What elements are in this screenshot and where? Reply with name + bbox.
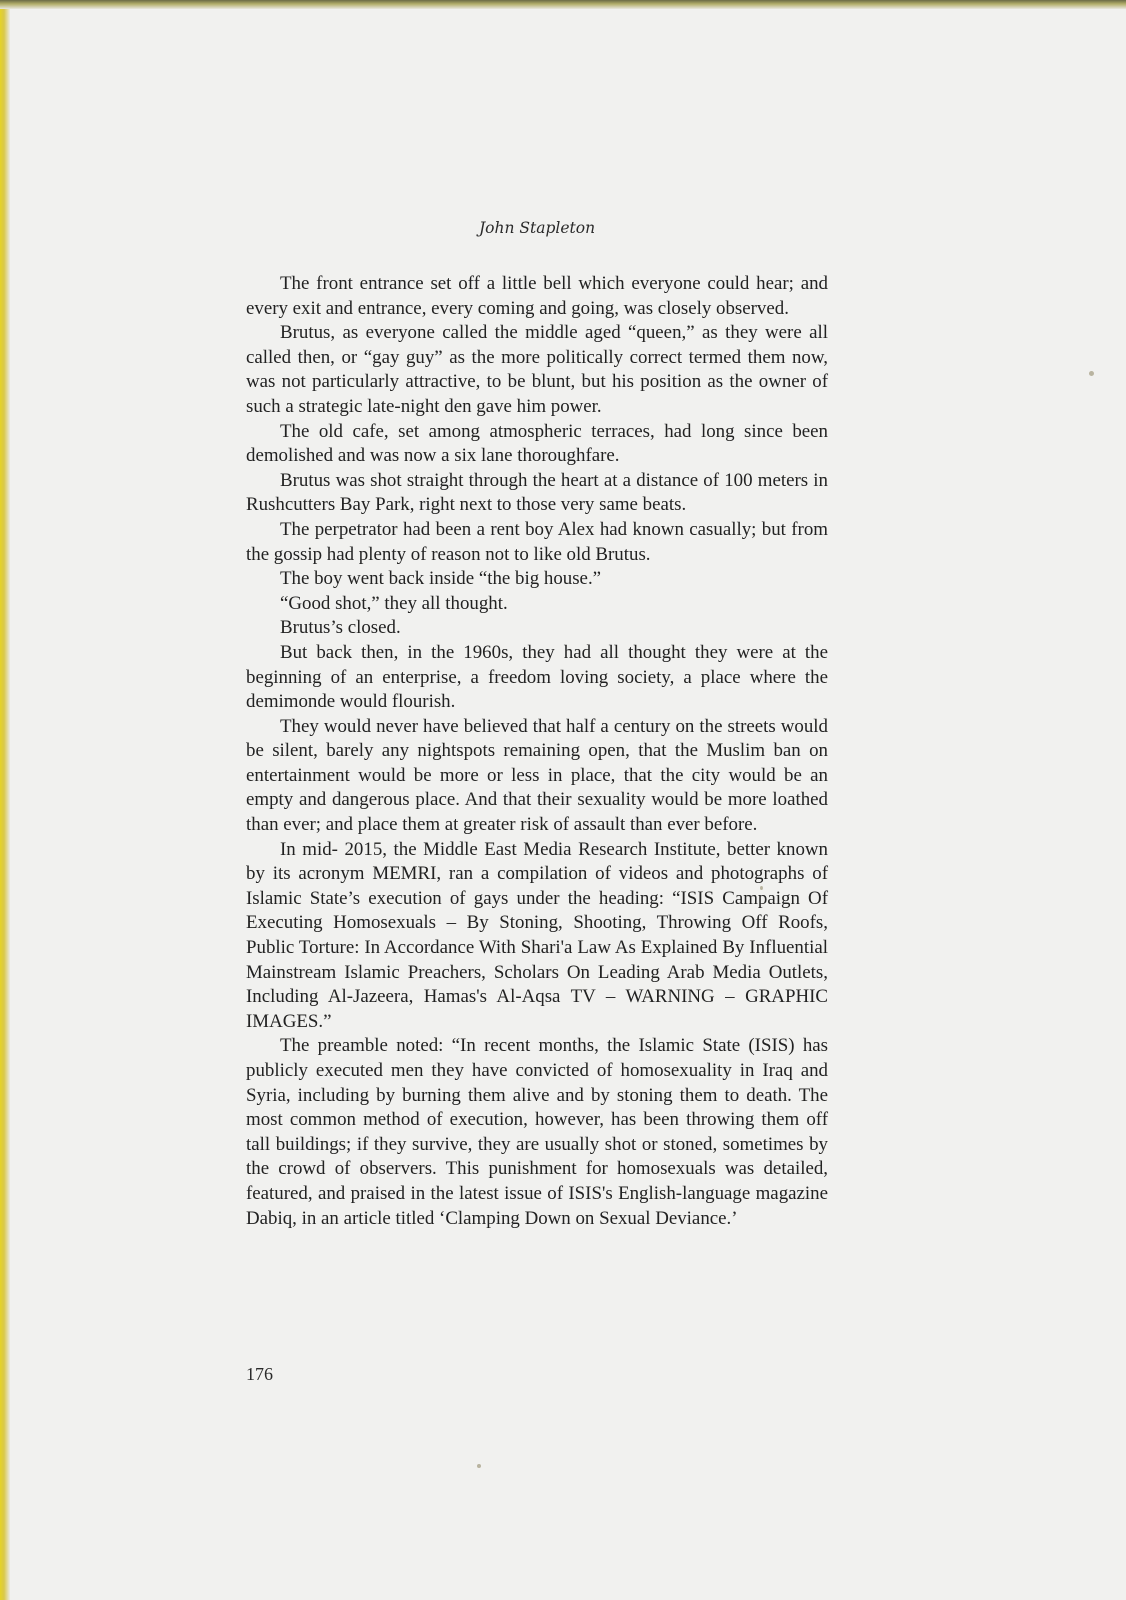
running-head: John Stapleton xyxy=(478,219,596,237)
paragraph: But back then, in the 1960s, they had all thought they were at the beginning of an enterprise, a freedom loving society, a place where the demimonde would flourish. xyxy=(246,641,828,713)
paragraph: Brutus was shot straight through the heart at a distance of 100 meters in Rushcutters Bay Park, right next to those very same beats. xyxy=(246,469,828,516)
scan-top-edge xyxy=(0,0,1126,9)
dust-speck xyxy=(1089,371,1094,376)
page-number: 176 xyxy=(246,1364,273,1384)
paragraph: The preamble noted: “In recent months, the Islamic State (ISIS) has publicly executed men they have convicted of homosexuality in Iraq and Syria, including by burning them alive and by stoning them to death. The most common method of execution, however, has been throwing them off tall buildings; if they survive, they are usually shot or stoned, sometimes by the crowd of observers. This punishment for homosexuals was detailed, featured, and praised in the latest issue of ISIS's English-language magazine Dabiq, in an article titled ‘Clamping Down on Sexual Deviance.’ xyxy=(246,1035,828,1229)
paragraph: The perpetrator had been a rent boy Alex had known casually; but from the gossip had plenty of reason not to like old Brutus. xyxy=(246,518,828,565)
body-text xyxy=(246,272,828,1231)
paragraph: Brutus, as everyone called the middle aged “queen,” as they were all called then, or “gay guy” as the more politically correct termed them now, was not particularly attractive, to be blunt, but his position as the owner of such a strategic late-night den gave him power. xyxy=(246,322,828,417)
paragraph: In mid- 2015, the Middle East Media Research Institute, better known by its acronym MEMRI, ran a compilation of videos and photographs of Islamic State’s execution of gays under the heading: “ISIS Campaign Of Executing Homosexuals – By Stoning, Shooting, Throwing Off Roofs, Public Torture: In Accordance With Shari'a Law As Explained By Influential Mainstream Islamic Preachers, Scholars On Leading Arab Media Outlets, Including Al-Jazeera, Hamas's Al-Aqsa TV – WARNING – GRAPHIC IMAGES.” xyxy=(246,838,828,1032)
paragraph: The old cafe, set among atmospheric terraces, had long since been demolished and was now a six lane thoroughfare. xyxy=(246,420,828,467)
paragraph: The front entrance set off a little bell which everyone could hear; and every exit and entrance, every coming and going, was closely observed. xyxy=(246,273,828,319)
paragraph: They would never have believed that half a century on the streets would be silent, barely any nightspots remaining open, that the Muslim ban on entertainment would be more or less in place, that the city would be an empty and dangerous place. And that their sexuality would be more loathed than ever; and place them at greater risk of assault than ever before. xyxy=(246,715,828,836)
paragraph: Brutus’s closed. xyxy=(280,617,401,639)
dust-speck xyxy=(477,1464,481,1468)
paragraph: “Good shot,” they all thought. xyxy=(280,592,508,614)
paragraph: The boy went back inside “the big house.” xyxy=(280,568,602,590)
